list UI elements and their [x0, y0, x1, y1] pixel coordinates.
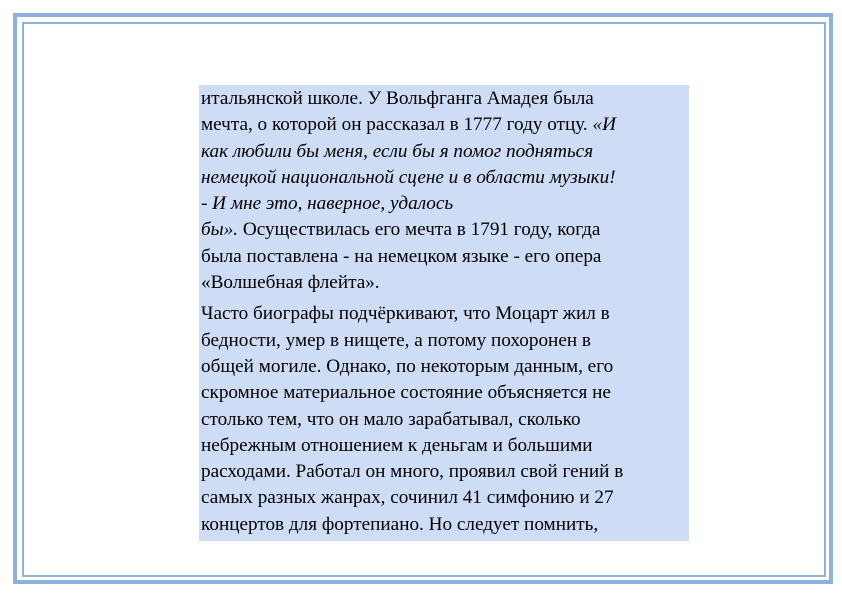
text-line: «Волшебная флейта».	[201, 272, 380, 294]
text-line: концертов для фортепиано. Но следует помнить,	[201, 513, 599, 535]
text-line: скромное материальное состояние объясняется не	[201, 382, 611, 404]
text-line: самых разных жанрах, сочинил 41 симфонию и 27	[201, 487, 614, 509]
text-segment: мечта, о которой он рассказал в 1777 году отцу.	[201, 114, 593, 136]
text-line: бедности, умер в нищете, а потому похоронен в	[201, 329, 591, 351]
italic-quote-line: немецкой национальной сцене и в области музыки!	[201, 166, 616, 188]
text-segment: Осуществилась его мечта в 1791 году, когда	[238, 219, 601, 241]
text-line: общей могиле. Однако, по некоторым данным, его	[201, 355, 614, 377]
text-line: небрежным отношением к деньгам и большими	[201, 434, 593, 456]
text-box	[199, 85, 689, 541]
text-line: расходами. Работал он много, проявил свой гений в	[201, 461, 624, 483]
paragraph-2	[201, 301, 687, 538]
text-line: была поставлена - на немецком языке - его опера	[201, 245, 602, 267]
text-line	[201, 112, 687, 138]
text-line: столько тем, что он мало зарабатывал, сколько	[201, 408, 581, 430]
text-line	[201, 217, 687, 243]
italic-quote-line: - И мне это, наверное, удалось	[201, 193, 454, 215]
paragraph-1	[201, 85, 687, 296]
italic-quote-line: как любили бы меня, если бы я помог подняться	[201, 140, 594, 162]
italic-quote-segment: «И	[592, 114, 616, 136]
text-line: итальянской школе. У Вольфганга Амадея была	[201, 88, 594, 109]
text-line: Часто биографы подчёркивают, что Моцарт жил в	[201, 303, 610, 325]
italic-quote-segment: бы».	[201, 219, 239, 241]
